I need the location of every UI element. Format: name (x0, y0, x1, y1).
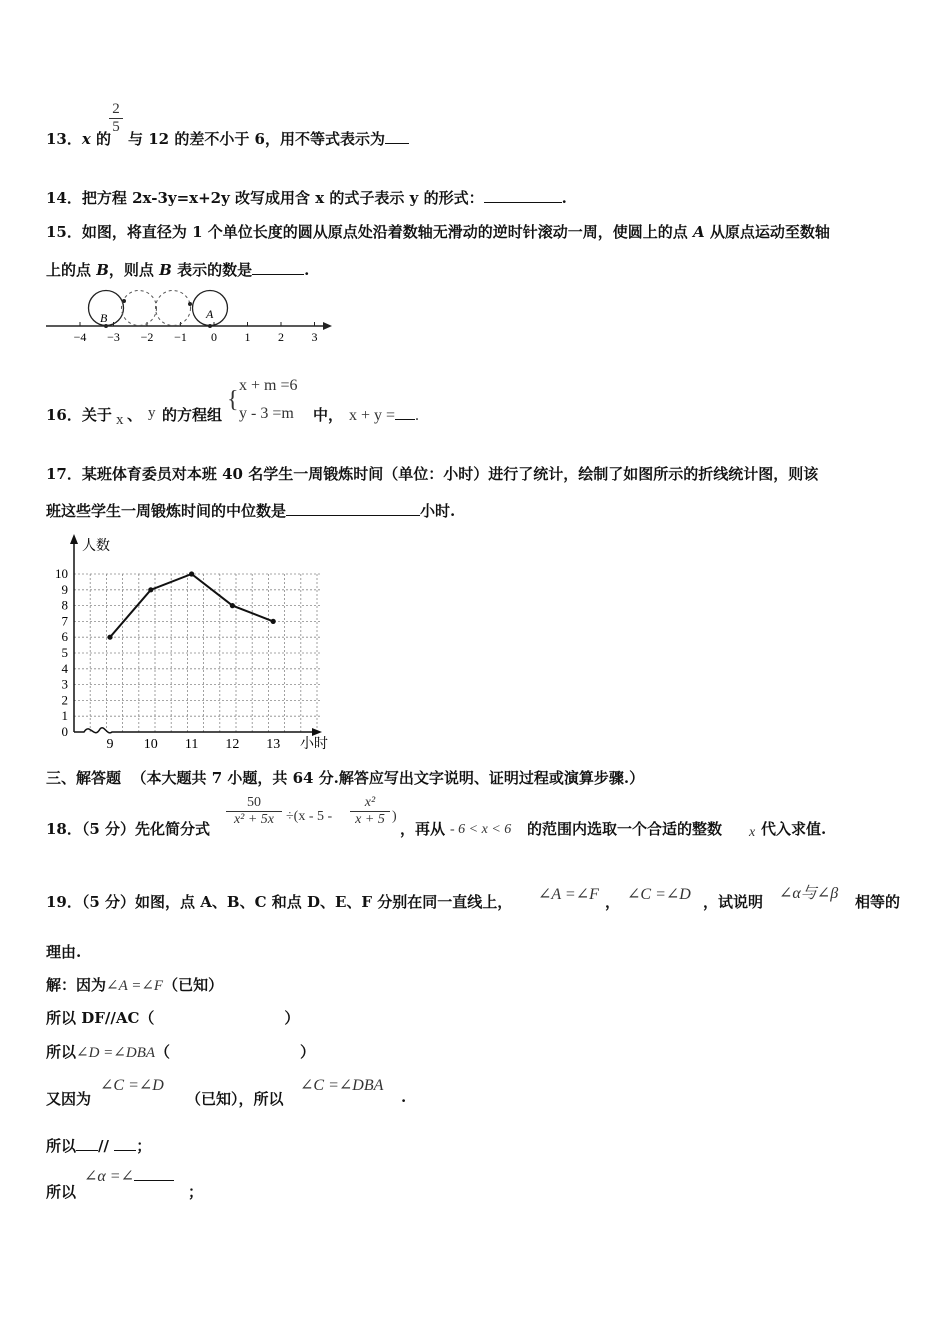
q18-then: ，再从 (400, 820, 446, 838)
q13-text: 与 12 的差不小于 6，用不等式表示为 (128, 128, 409, 149)
line-chart (44, 532, 344, 754)
x-tick-label: 9 (106, 737, 114, 752)
y-axis-label: 人数 (82, 539, 110, 554)
data-point (230, 603, 235, 608)
data-point (189, 571, 194, 576)
q19-step5: 所以 // ； (46, 1137, 152, 1155)
q19-step4: 又因为 (46, 1090, 92, 1108)
rolling-point (188, 302, 192, 306)
number-line-label: −2 (140, 330, 154, 344)
q19-target: ∠α与∠β (779, 885, 839, 902)
x-tick-labels (107, 737, 281, 752)
q19-cond2: ∠C =∠D (627, 886, 691, 903)
data-point (148, 587, 153, 592)
q15-answer-blank[interactable] (252, 260, 304, 275)
number-line-label: 2 (278, 330, 284, 344)
q16-var-y: y (148, 405, 156, 421)
q19-step5-blank1[interactable] (76, 1136, 98, 1151)
x-arrow-icon (312, 728, 322, 736)
section-title: 三、解答题 （本大题共 7 小题，共 64 分.解答应写出文字说明、证明过程或演算步骤.） (46, 769, 645, 787)
q19-equal: 相等的 (855, 893, 901, 911)
chart-grid (74, 574, 322, 732)
arrow-icon (323, 322, 332, 330)
q18-fraction1: 50 x² + 5x (226, 795, 282, 828)
number-line-label: −1 (174, 330, 187, 344)
y-tick-label: 7 (61, 613, 68, 629)
label-B: B (100, 311, 108, 325)
point-A (208, 324, 212, 328)
q16-var-x: x (116, 412, 124, 428)
y-tick-label: 10 (55, 566, 68, 581)
q13-answer-blank[interactable] (385, 129, 409, 144)
q15-line1: 15．如图，将直径为 1 个单位长度的圆从原点处沿着数轴无滑动的逆时针滚动一周，使圆上的点 A 从原点运动至数轴 (46, 223, 830, 241)
q16-brace: { (227, 387, 239, 413)
q19-explain: ，试说明 (703, 893, 764, 911)
x-axis (74, 728, 314, 733)
q18-div: ÷(x - 5 - (286, 809, 333, 824)
x-tick-label: 11 (184, 737, 199, 752)
q14: 14．把方程 2x-3y=x+2y 改写成用含 x 的式子表示 y 的形式： . (46, 189, 567, 207)
q17-line1: 17．某班体育委员对本班 40 名学生一周锻炼时间（单位：小时）进行了统计，绘制了如图所示的折线统计图，则该 (46, 465, 819, 483)
q16-expr: x + y = . (349, 407, 420, 424)
q18-range: - 6 < x < 6 (450, 822, 512, 837)
q16-comma: 、 (127, 406, 143, 424)
label-A: A (206, 307, 214, 321)
rolling-point (122, 299, 126, 303)
q19-reason: 理由. (46, 943, 82, 961)
y-tick-label: 8 (61, 597, 68, 613)
q14-answer-blank[interactable] (484, 188, 562, 203)
q19-step4-end: . (401, 1088, 407, 1106)
y-tick-labels (55, 566, 69, 739)
x-tick-label: 13 (266, 737, 281, 752)
y-arrow-icon (70, 534, 78, 544)
q18-close: ) (392, 809, 397, 824)
rolling-circle-dashed (156, 291, 191, 326)
y-tick-label: 1 (61, 708, 68, 724)
q15-line2: 上的点 B，则点 B 表示的数是 . (46, 261, 310, 279)
q17-line2: 班这些学生一周锻炼时间的中位数是 小时. (46, 502, 456, 520)
q13: 13．x 的 (46, 130, 112, 148)
q19-step4-math: ∠C =∠D (100, 1077, 164, 1094)
q19-step6-blank[interactable] (134, 1166, 174, 1181)
y-tick-label: 5 (61, 645, 68, 660)
q19-lead: 19．（5 分）如图，点 A、B、C 和点 D、E、F 分别在同一直线上， (46, 893, 513, 911)
x-tick-label: 12 (225, 737, 240, 752)
rolling-circle-dashed (122, 291, 157, 326)
data-point (107, 635, 112, 640)
q16-answer-blank[interactable] (395, 405, 415, 420)
q19-cond1: ∠A =∠F (538, 886, 599, 903)
q18-var-x: x (749, 825, 756, 840)
q16-eq2: y - 3 =m (239, 405, 294, 422)
q18-lead: 18．（5 分）先化简分式 (46, 820, 211, 838)
q19-step6: 所以 (46, 1183, 77, 1201)
x-axis-label: 小时 (300, 737, 328, 752)
q15-number-line-figure (40, 285, 340, 349)
q16-text: 的方程组 (162, 406, 223, 424)
q18-fraction2: x² x + 5 (350, 795, 390, 828)
y-tick-label: 0 (61, 724, 68, 739)
q19-step5-blank2[interactable] (114, 1136, 136, 1151)
q16-text2: 中， (313, 406, 344, 424)
q19-step6-end: ； (188, 1183, 204, 1201)
q19-step4-text: （已知），所以 (186, 1090, 284, 1108)
q18-end: 代入求值. (761, 820, 827, 838)
number-line-label: 1 (244, 330, 251, 344)
number-line-label: 0 (211, 330, 217, 344)
q19-step4-math2: ∠C =∠DBA (300, 1077, 384, 1094)
q19-step2: 所以 DF//AC（ ） (46, 1009, 300, 1027)
y-tick-label: 4 (61, 660, 68, 676)
q18-text: 的范围内选取一个合适的整数 (527, 820, 723, 838)
q19-step3: 所以∠D =∠DBA（ ） (46, 1043, 316, 1061)
q13-var: x (81, 130, 91, 148)
y-tick-label: 2 (61, 692, 68, 708)
x-tick-label: 10 (143, 737, 158, 752)
q19-step1: 解：因为∠A =∠F（已知） (46, 976, 224, 994)
y-tick-label: 3 (61, 676, 68, 692)
y-tick-label: 6 (61, 629, 68, 645)
q16-eq1: x + m =6 (239, 377, 298, 394)
number-line-label: −3 (107, 330, 120, 344)
number-line-label: 3 (311, 330, 318, 344)
y-tick-label: 9 (61, 581, 68, 597)
q13-fraction: 2 5 (109, 101, 123, 136)
q16: 16．关于 (46, 406, 112, 424)
q19-step6-math: ∠α =∠ (84, 1166, 174, 1186)
q17-answer-blank[interactable] (286, 501, 420, 516)
q19-comma: ， (605, 893, 621, 911)
number-line-label: −4 (73, 330, 87, 344)
data-point (271, 619, 276, 624)
